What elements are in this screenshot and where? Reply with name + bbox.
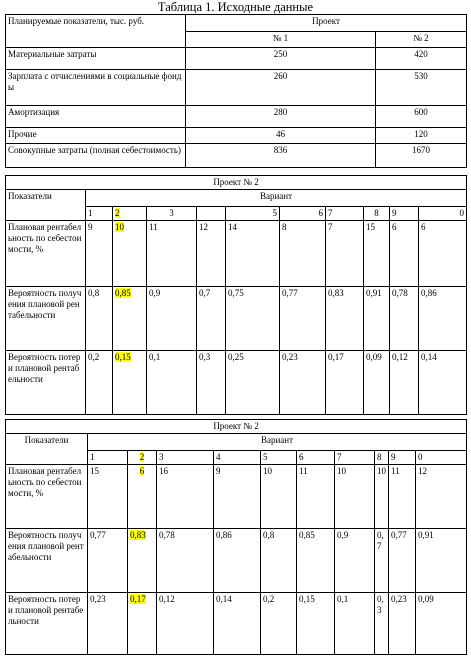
cell-value: 260 bbox=[186, 70, 376, 106]
variant-number: 9 bbox=[390, 207, 419, 221]
cell-value: 0,77 bbox=[88, 529, 128, 593]
row-label: Амортизация bbox=[6, 106, 186, 128]
table-row bbox=[6, 593, 467, 655]
cell-value: 120 bbox=[376, 128, 467, 144]
cell-value: 0,83 bbox=[326, 287, 364, 351]
cell-value: 0,85 bbox=[297, 529, 335, 593]
cell-value: 0,8 bbox=[261, 529, 297, 593]
variant-number: 6 bbox=[280, 207, 326, 221]
cell-value: 0,91 bbox=[364, 287, 390, 351]
cell-highlight: 0,17 bbox=[130, 594, 146, 604]
variant-number: 5 bbox=[226, 207, 280, 221]
cell-value: 600 bbox=[376, 106, 467, 128]
cell-value: 11 bbox=[389, 465, 416, 529]
variant-number: 3 bbox=[147, 207, 197, 221]
cell-value: 0,77 bbox=[280, 287, 326, 351]
variant-number: 0 bbox=[419, 207, 467, 221]
cell-value: 0,23 bbox=[88, 593, 128, 655]
table-row bbox=[6, 529, 467, 593]
row-label: Вероятность получения плановой рентабельности bbox=[6, 529, 88, 593]
cell-value: 6 bbox=[419, 221, 467, 287]
cell-value: 0,7 bbox=[197, 287, 226, 351]
table-row bbox=[6, 221, 467, 287]
cell-value: 0,2 bbox=[86, 351, 113, 415]
cell-value: 0,23 bbox=[280, 351, 326, 415]
cell-value bbox=[113, 287, 147, 351]
row-label: Плановая рентабельность по себестоимости, % bbox=[6, 465, 88, 529]
cell-value: 0,78 bbox=[157, 529, 214, 593]
cost-table bbox=[5, 14, 467, 168]
cell-value: 9 bbox=[86, 221, 113, 287]
cell-value: 9 bbox=[214, 465, 261, 529]
variant-table-b bbox=[5, 419, 467, 655]
table-row bbox=[6, 351, 467, 415]
row-label: Прочие bbox=[6, 128, 186, 144]
cell-value: 250 bbox=[186, 48, 376, 70]
row-label: Вероятность потери плановой рентабельности bbox=[6, 593, 88, 655]
cell-value: 16 bbox=[157, 465, 214, 529]
variant-number-highlight: 2 bbox=[115, 208, 120, 218]
cell-value: 0,9 bbox=[147, 287, 197, 351]
cell-value: 46 bbox=[186, 128, 376, 144]
cell-value: 0,3 bbox=[197, 351, 226, 415]
cell-value: 12 bbox=[197, 221, 226, 287]
cell-value: 14 bbox=[226, 221, 280, 287]
row-label: Плановая рентабельность по себестоимости, % bbox=[6, 221, 86, 287]
cell-value: 836 bbox=[186, 144, 376, 168]
cell-value: 280 bbox=[186, 106, 376, 128]
cell-value: 11 bbox=[147, 221, 197, 287]
cell-value: 12 bbox=[416, 465, 467, 529]
variant-table-b-header-variant: Вариант bbox=[88, 434, 467, 451]
table-row bbox=[6, 465, 467, 529]
cell-value: 1670 bbox=[376, 144, 467, 168]
cell-value: 0,1 bbox=[335, 593, 375, 655]
cell-highlight: 0,15 bbox=[115, 352, 131, 362]
table-row bbox=[6, 144, 467, 168]
variant-number: 0 bbox=[416, 451, 467, 465]
cell-value: 6 bbox=[390, 221, 419, 287]
variant-number-highlight: 2 bbox=[139, 452, 145, 462]
page-title: Таблица 1. Исходные данные bbox=[157, 0, 314, 14]
variant-number: 8 bbox=[375, 451, 389, 465]
cell-value: 0,8 bbox=[86, 287, 113, 351]
cell-value: 0,2 bbox=[261, 593, 297, 655]
variant-number: 1 bbox=[86, 207, 113, 221]
variant-number: 5 bbox=[261, 451, 297, 465]
cell-value: 0,86 bbox=[419, 287, 467, 351]
cell-value: 0,23 bbox=[389, 593, 416, 655]
cost-table-header bbox=[6, 15, 467, 32]
variant-number: 3 bbox=[157, 451, 214, 465]
cell-value: 0,15 bbox=[297, 593, 335, 655]
cell-value: 8 bbox=[280, 221, 326, 287]
row-label: Совокупные затраты (полная себестоимость) bbox=[6, 144, 186, 168]
cell-value: 0,77 bbox=[389, 529, 416, 593]
cell-value: 15 bbox=[364, 221, 390, 287]
cell-value: 0,14 bbox=[214, 593, 261, 655]
cell-value: 0,1 bbox=[147, 351, 197, 415]
cell-value: 0,12 bbox=[390, 351, 419, 415]
cell-value: 10 bbox=[335, 465, 375, 529]
cell-value: 0,9 bbox=[335, 529, 375, 593]
variant-number: 6 bbox=[297, 451, 335, 465]
cell-value: 420 bbox=[376, 48, 467, 70]
cell-value: 0,86 bbox=[214, 529, 261, 593]
cell-value: 7 bbox=[326, 221, 364, 287]
variant-number: 7 bbox=[326, 207, 364, 221]
cell-value: 0,91 bbox=[416, 529, 467, 593]
variant-table-a-header-label: Показатели bbox=[6, 190, 86, 221]
cell-highlight: 0,83 bbox=[130, 530, 146, 540]
variant-table-b-caption: Проект № 2 bbox=[6, 420, 467, 434]
variant-number bbox=[197, 207, 226, 221]
row-label: Материальные затраты bbox=[6, 48, 186, 70]
variant-number: 4 bbox=[214, 451, 261, 465]
variant-table-b-header-label: Показатели bbox=[6, 434, 88, 465]
cell-value: 0,75 bbox=[226, 287, 280, 351]
cell-value bbox=[128, 529, 157, 593]
variant-table-a-header-variant: Вариант bbox=[86, 190, 467, 207]
cell-value bbox=[128, 465, 157, 529]
row-label: Зарплата с отчислениями в социальные фонды bbox=[6, 70, 186, 106]
cell-value: 0,12 bbox=[157, 593, 214, 655]
variant-number: 7 bbox=[335, 451, 375, 465]
cell-value: 0,09 bbox=[416, 593, 467, 655]
cost-header-project: Проект bbox=[186, 15, 467, 32]
cell-value: 0,09 bbox=[364, 351, 390, 415]
cell-value bbox=[128, 593, 157, 655]
cell-value: 0,17 bbox=[326, 351, 364, 415]
table-row bbox=[6, 106, 467, 128]
row-label: Вероятность потери плановой рентабельности bbox=[6, 351, 86, 415]
variant-table-a-caption: Проект № 2 bbox=[6, 176, 467, 190]
table-row bbox=[6, 128, 467, 144]
cell-highlight: 0,85 bbox=[115, 288, 131, 298]
cell-value: 0,14 bbox=[419, 351, 467, 415]
variant-table-a bbox=[5, 175, 467, 415]
variant-number bbox=[113, 207, 147, 221]
row-label: Вероятность получения плановой рентабельности bbox=[6, 287, 86, 351]
cell-value: 10 bbox=[261, 465, 297, 529]
variant-number: 9 bbox=[389, 451, 416, 465]
cell-value bbox=[113, 351, 147, 415]
cell-highlight: 6 bbox=[139, 466, 145, 476]
cell-value: 530 bbox=[376, 70, 467, 106]
cell-value bbox=[113, 221, 147, 287]
table-row bbox=[6, 287, 467, 351]
cell-highlight: 10 bbox=[115, 222, 124, 232]
variant-number: 8 bbox=[364, 207, 390, 221]
cell-value: 10 bbox=[375, 465, 389, 529]
cost-header-col1: № 1 bbox=[186, 31, 376, 48]
cost-header-label: Планируемые показатели, тыс. руб. bbox=[6, 15, 186, 48]
table-row bbox=[6, 70, 467, 106]
table-row bbox=[6, 48, 467, 70]
cell-value: 15 bbox=[88, 465, 128, 529]
cell-value: 0,3 bbox=[375, 593, 389, 655]
variant-number bbox=[128, 451, 157, 465]
cell-value: 0,25 bbox=[226, 351, 280, 415]
cell-value: 0,7 bbox=[375, 529, 389, 593]
variant-number: 1 bbox=[88, 451, 128, 465]
cell-value: 11 bbox=[297, 465, 335, 529]
cell-value: 0,78 bbox=[390, 287, 419, 351]
cost-header-col2: № 2 bbox=[376, 31, 467, 48]
